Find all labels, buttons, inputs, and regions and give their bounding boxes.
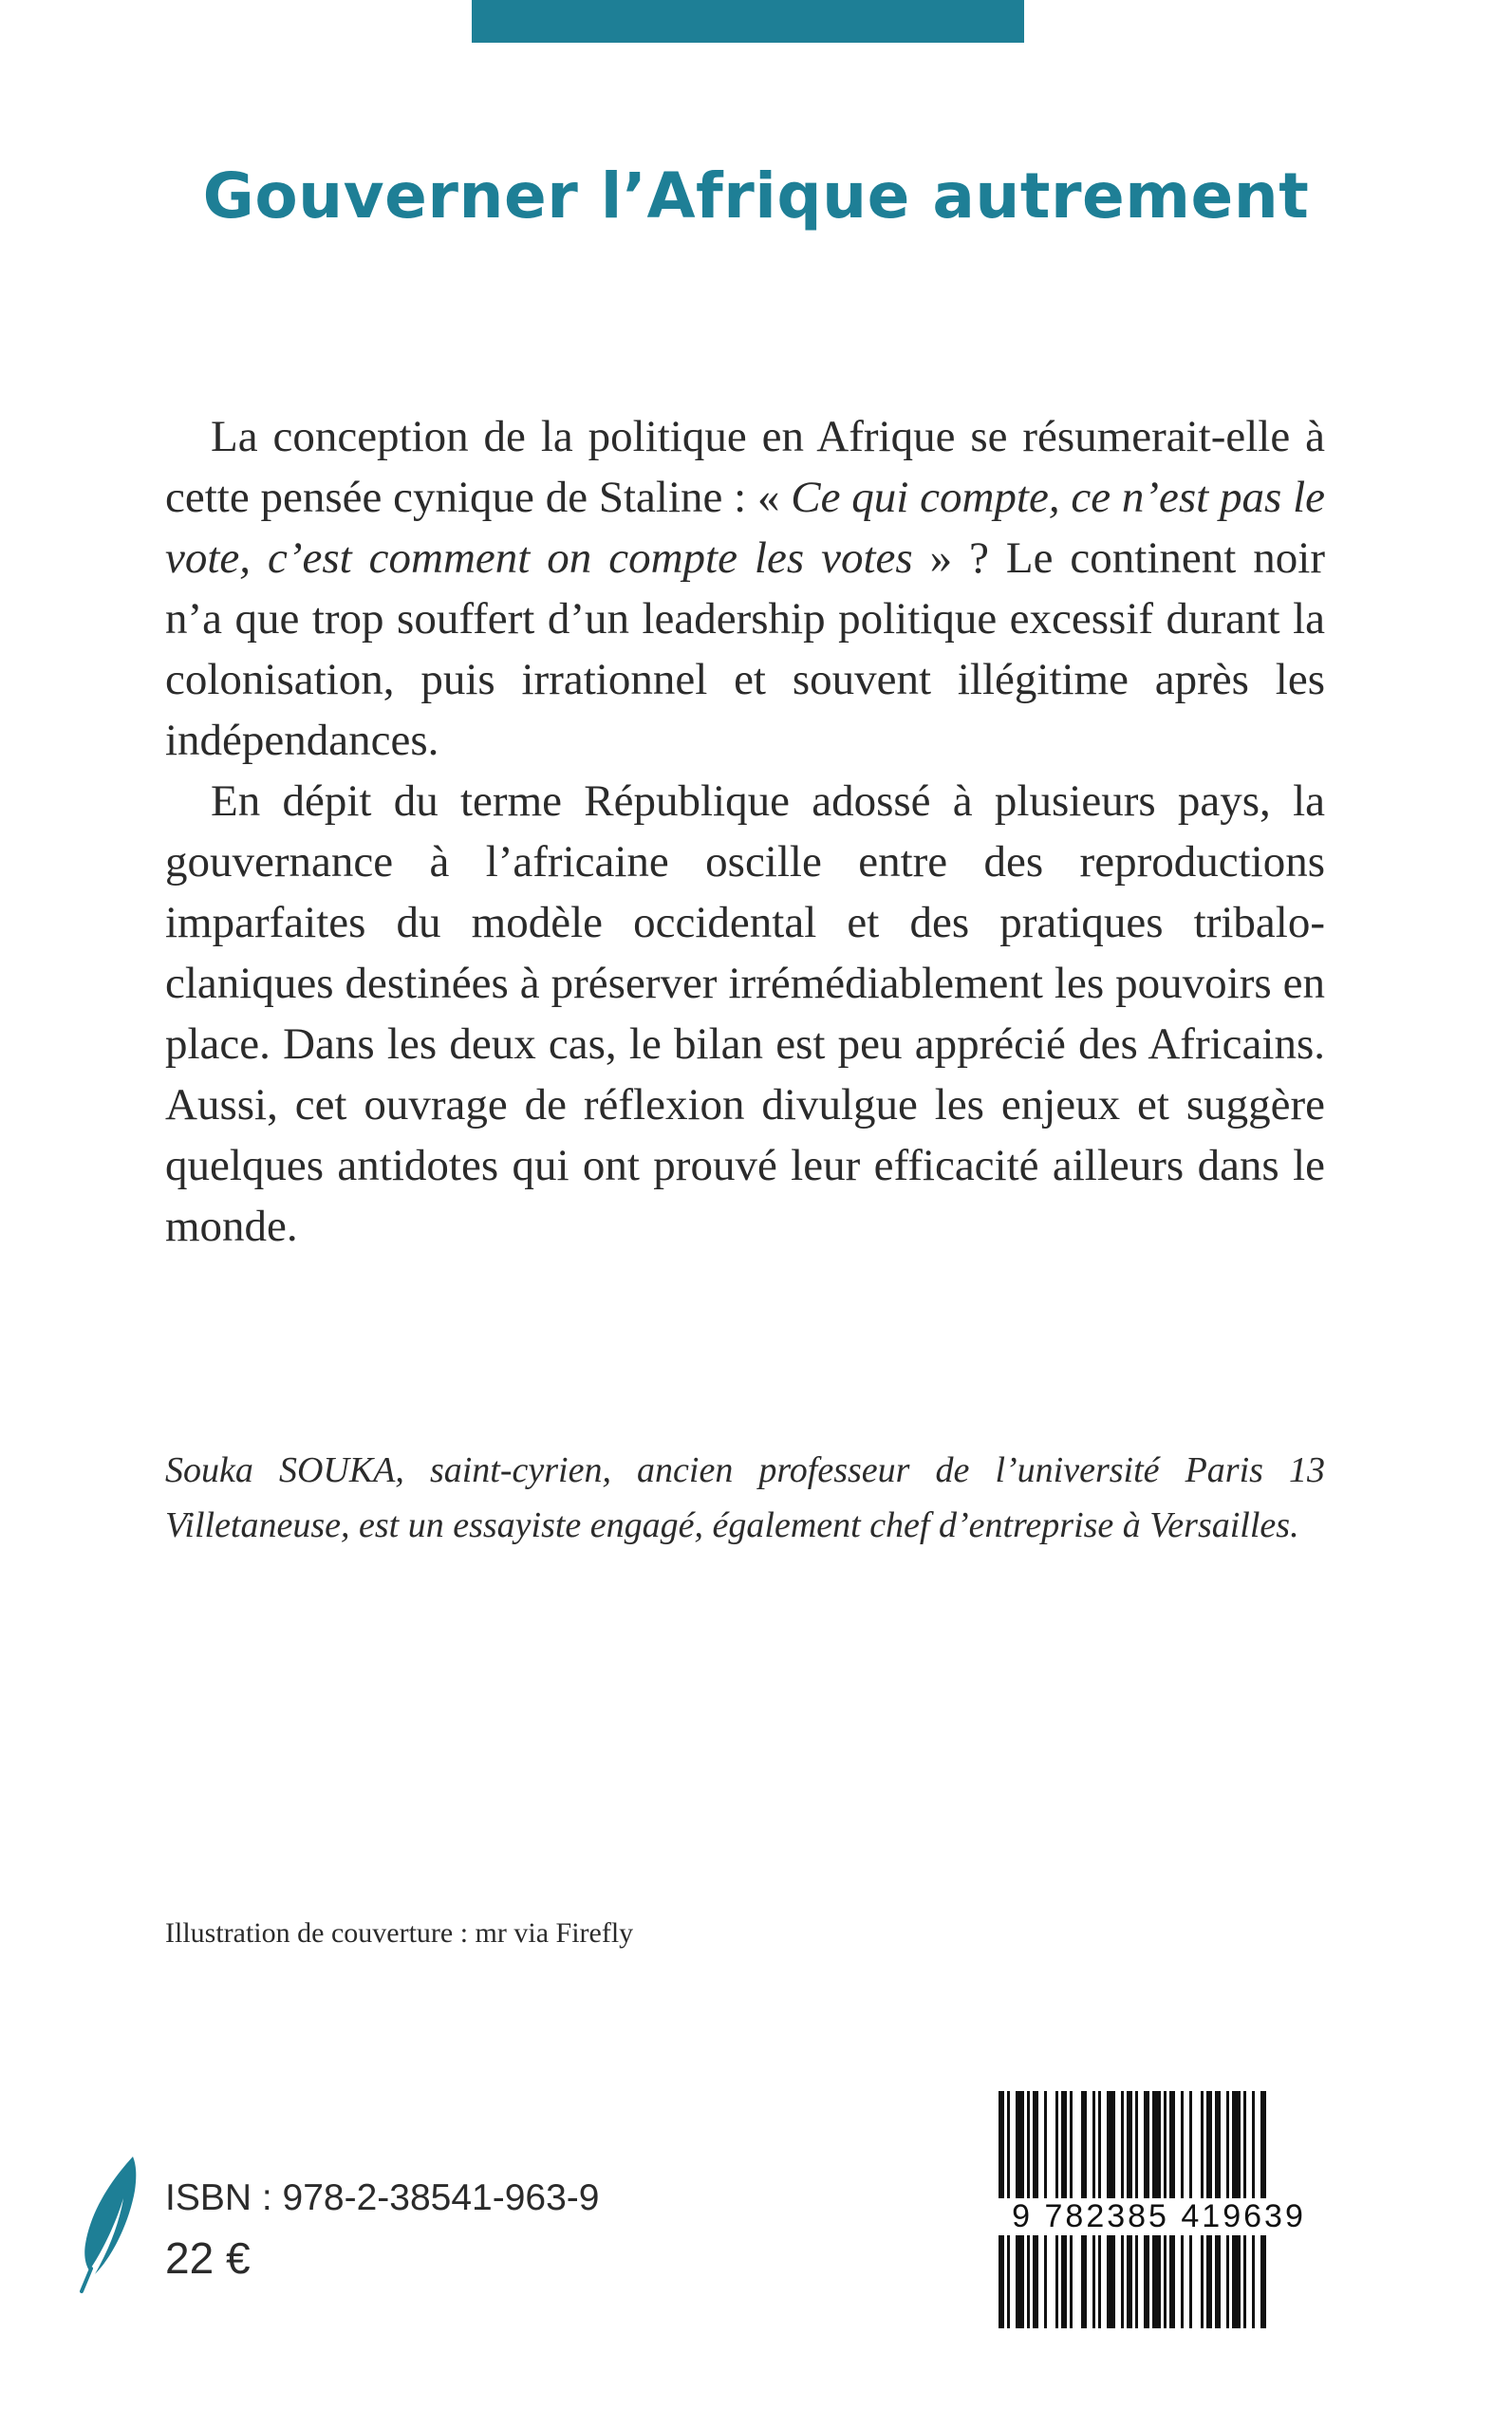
illustration-credit: Illustration de couverture : mr via Firefly	[165, 1917, 634, 1949]
top-accent-bar	[472, 0, 1024, 43]
stalin-quote: Ce qui compte, ce n’est pas le vote, c’est comment on compte les votes	[165, 473, 1325, 583]
isbn: ISBN : 978-2-38541-963-9	[165, 2177, 600, 2218]
book-title: Gouverner l’Afrique autrement	[202, 159, 1310, 233]
summary-paragraph-2: En dépit du terme République adossé à plusieurs pays, la gouvernance à l’africaine oscille entre des reproductions imparfaites du modèle occidental et des pratiques tribalo-claniques destinées à préserver irrémédiablement les pouvoirs en place. Dans les deux cas, le bilan est peu apprécié des Africains. Aussi, cet ouvrage de réflexion divulgue les enjeux et suggère quelques antidotes qui ont prouvé leur efficacité ailleurs dans le monde.	[165, 776, 1325, 1251]
paragraph-1-outro: » ? Le continent noir n’a que trop souffert d’un leadership politique excessif durant la colonisation, puis irrationnel et souvent illégitime après les indépendances.	[165, 533, 1325, 765]
back-cover-summary	[165, 406, 1325, 1257]
barcode-number: 9 782385 419639	[961, 2198, 1357, 2235]
price: 22 €	[165, 2233, 251, 2283]
summary-paragraph-1	[165, 406, 1325, 771]
feather-icon	[74, 2153, 140, 2295]
paragraph-1-intro: La conception de la politique en Afrique se résumerait-elle à cette pensée cynique de Staline : «	[165, 412, 1325, 522]
author-bio: Souka SOUKA, saint-cyrien, ancien professeur de l’université Paris 13 Villetaneuse, est un essayiste engagé, également chef d’entreprise à Versailles.	[165, 1450, 1325, 1545]
